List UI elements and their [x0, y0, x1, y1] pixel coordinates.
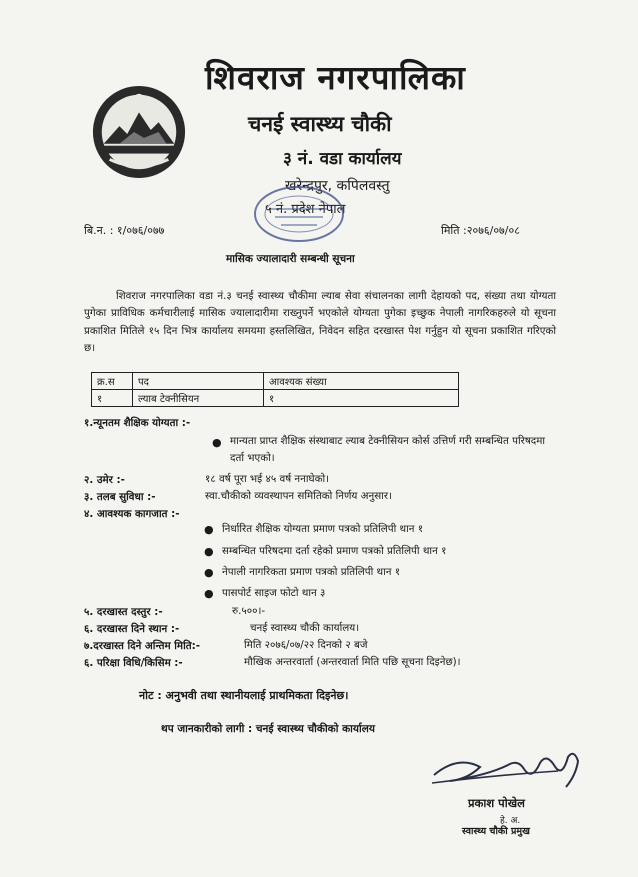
document-item: नेपाली नागरिकता प्रमाण पत्रको प्रतिलिपी थान १: [222, 566, 401, 578]
place-value: चनई स्वास्थ्य चौकी कार्यालय।: [250, 622, 360, 634]
province-line: ५ नं. प्रदेश नेपाल: [265, 202, 346, 217]
table-cell: ल्याब टेक्नीसियन: [133, 390, 264, 407]
bullet-icon: ●: [204, 523, 214, 536]
age-value: १८ वर्ष पूरा भई ४५ वर्ष ननाघेको।: [205, 473, 330, 485]
fee-label: ५. दरखास्त दस्तुर :-: [84, 606, 163, 618]
municipality-title: शिवराज नगरपालिका: [205, 58, 466, 97]
docs-label: ४. आवश्यक कागजात :-: [84, 508, 180, 520]
table-header-row: [92, 373, 459, 390]
document-item: पासपोर्ट साइज फोटो थान ३: [222, 587, 326, 599]
notice-date: मिति :२०७६/०७/०८: [441, 224, 520, 237]
signature: [428, 745, 586, 795]
list-item: [204, 565, 401, 579]
place-label: ६. दरखास्त दिने स्थान :-: [84, 623, 180, 635]
table-cell: १: [264, 390, 459, 407]
document-item: सम्बन्धित परिषदमा दर्ता रहेको प्रमाण पत्रको प्रतिलिपी थान १: [222, 545, 447, 557]
position-table: [91, 372, 459, 407]
bullet-icon: ●: [204, 587, 214, 600]
list-item: [204, 544, 447, 558]
signatory-title-short: हे. अ.: [500, 816, 521, 826]
age-label: २. उमेर :-: [84, 474, 125, 486]
bullet-icon: ●: [212, 436, 222, 449]
list-item: [204, 586, 326, 600]
salary-value: स्वा.चौकीको व्यवस्थापन समितिको निर्णय अनुसार।: [205, 490, 392, 502]
deadline-value: मिति २०७६/०७/२२ दिनको २ बजे: [244, 639, 368, 651]
exam-value: मौखिक अन्तरवार्ता (अन्तरवार्ता मिति पछि सूचना दिइनेछ)।: [244, 656, 461, 668]
notice-subject: मासिक ज्यालादारी सम्बन्धी सूचना: [226, 253, 355, 265]
bullet-icon: ●: [204, 566, 214, 579]
qualification-item: मान्यता प्राप्त शैक्षिक संस्थाबाट ल्याब टेक्नीसियन कोर्स उत्तिर्ण गरी सम्बन्धित परिषदमा दर्ता भएको।: [230, 435, 546, 464]
signatory-name: प्रकाश पोखेल: [468, 796, 525, 810]
ward-office-title: ३ नं. वडा कार्यालय: [283, 149, 402, 169]
list-item: [212, 433, 556, 467]
table-header-cell: आवश्यक संख्या: [264, 373, 459, 390]
salary-label: ३. तलब सुविधा :-: [84, 491, 156, 503]
nepal-emblem-logo: [90, 83, 188, 181]
list-item: [204, 522, 424, 536]
contact-text: थप जानकारीको लागी : चनई स्वास्थ्य चौकीको कार्यालय: [161, 723, 375, 735]
deadline-label: ७.दरखास्त दिने अन्तिम मिति:-: [84, 640, 200, 652]
document-item: निर्धारित शैक्षिक योग्यता प्रमाण पत्रको प्रतिलिपी थान १: [222, 523, 424, 535]
table-cell: १: [92, 390, 133, 407]
note-text: नोट : अनुभवी तथा स्थानीयलाई प्राथमिकता दिइनेछ।: [139, 689, 349, 702]
notice-body: शिवराज नगरपालिका वडा नं.३ चनई स्वास्थ्य चौकीमा ल्याब सेवा संचालनका लागी देहायको पद, संख्या तथा योग्यता पुगेका प्राविधिक कर्मचारीलाई मासिक ज्यालादारीमा राख्नुपर्ने भएकोले योग्यता पुगेका इच्छुक नेपाली नागरिकहरुले यो सूचना प्रकाशित मितिले १५ दिन भित्र कार्यालय समयमा हस्तलिखित, निवेदन सहित दरखास्त पेश गर्नुहुन यो सूचना प्रकाशित गरिएको छ।: [84, 290, 556, 354]
table-header-cell: क्र.स: [92, 373, 133, 390]
table-header-cell: पद: [133, 373, 264, 390]
health-post-title: चनई स्वास्थ्य चौकी: [248, 112, 392, 136]
fee-value: रु.५००।-: [232, 605, 266, 617]
reference-number: बि.न. : १/०७६/०७७: [84, 224, 165, 237]
bullet-icon: ●: [204, 545, 214, 558]
signatory-title: स्वास्थ्य चौकी प्रमुख: [462, 826, 530, 837]
table-row: [92, 390, 459, 407]
address-line: खरेन्द्रपुर, कपिलवस्तु: [285, 178, 390, 194]
office-stamp: [251, 183, 347, 245]
exam-label: ६. परिक्षा विधि/किसिम :-: [84, 657, 183, 669]
qualification-label: १.न्यूनतम शैक्षिक योग्यता :-: [84, 417, 191, 429]
